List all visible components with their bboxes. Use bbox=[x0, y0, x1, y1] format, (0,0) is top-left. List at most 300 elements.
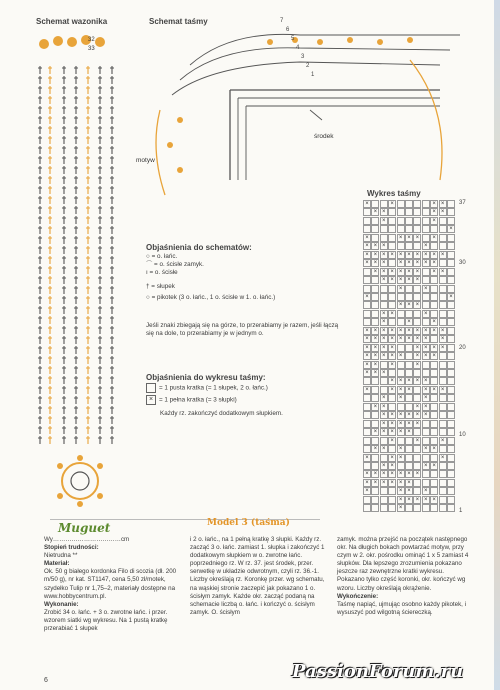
stitch-mark bbox=[38, 326, 42, 334]
stitch-mark bbox=[98, 86, 102, 94]
stitch-mark bbox=[62, 276, 66, 284]
stitch-mark bbox=[86, 146, 90, 154]
grid-cell-empty bbox=[439, 420, 447, 428]
grid-cell-full: × bbox=[430, 217, 438, 225]
stitch-mark bbox=[74, 96, 78, 104]
stitch-mark bbox=[74, 436, 78, 444]
grid-cell-empty bbox=[405, 293, 413, 301]
grid-cell-full: × bbox=[413, 470, 421, 478]
grid-cell-empty bbox=[413, 293, 421, 301]
model-title: Model 3 (taśma) bbox=[207, 518, 290, 528]
grid-cell-full: × bbox=[439, 454, 447, 462]
stitch-mark bbox=[62, 106, 66, 114]
grid-cell-full: × bbox=[430, 200, 438, 208]
stitch-mark bbox=[62, 336, 66, 344]
stitch-mark bbox=[38, 386, 42, 394]
grid-cell-empty bbox=[397, 361, 405, 369]
execution-label: Wykonanie: bbox=[44, 600, 79, 608]
grid-cell-full: × bbox=[405, 487, 413, 495]
row-number-20: 20 bbox=[459, 345, 466, 351]
grid-cell-empty bbox=[405, 217, 413, 225]
stitch-mark bbox=[86, 406, 90, 414]
grid-cell-empty bbox=[430, 394, 438, 402]
grid-cell-full: × bbox=[413, 335, 421, 343]
stitch-mark bbox=[110, 126, 114, 134]
stitch-mark bbox=[86, 106, 90, 114]
stitch-mark bbox=[110, 116, 114, 124]
finish-label: Wykończenie: bbox=[337, 592, 379, 600]
stitch-mark bbox=[110, 156, 114, 164]
grid-cell-full: × bbox=[439, 268, 447, 276]
grid-cell-empty bbox=[363, 496, 371, 504]
grid-cell-empty bbox=[413, 225, 421, 233]
column-1 bbox=[44, 536, 182, 633]
grid-cell-full: × bbox=[371, 327, 379, 335]
grid-cell-empty bbox=[388, 403, 396, 411]
grid-cell-empty bbox=[430, 276, 438, 284]
stitch-mark bbox=[38, 316, 42, 324]
grid-cell-empty bbox=[371, 318, 379, 326]
grid-cell-empty bbox=[422, 361, 430, 369]
stitch-mark bbox=[62, 166, 66, 174]
stitch-mark bbox=[62, 416, 66, 424]
stitch-mark bbox=[74, 386, 78, 394]
stitch-mark bbox=[74, 156, 78, 164]
stitch-mark bbox=[48, 256, 52, 264]
stitch-mark bbox=[74, 306, 78, 314]
grid-cell-empty bbox=[413, 200, 421, 208]
stitch-mark bbox=[38, 376, 42, 384]
grid-cell-full: × bbox=[388, 437, 396, 445]
stitch-mark bbox=[38, 156, 42, 164]
legend-item-picot: ○ = pikotek (3 o. łańc., 1 o. ścisłe w 1. o. łańc.) bbox=[146, 293, 276, 301]
stitch-mark bbox=[98, 196, 102, 204]
grid-cell-full: × bbox=[380, 259, 388, 267]
stitch-mark bbox=[86, 66, 90, 74]
grid-cell-full: × bbox=[439, 251, 447, 259]
grid-cell-empty bbox=[447, 310, 455, 318]
grid-cell-empty bbox=[371, 377, 379, 385]
stitch-mark bbox=[48, 326, 52, 334]
grid-cell-empty bbox=[413, 318, 421, 326]
grid-cell-full: × bbox=[397, 352, 405, 360]
grid-cell-full: × bbox=[380, 411, 388, 419]
grid-cell-empty bbox=[413, 394, 421, 402]
stitch-mark bbox=[62, 406, 66, 414]
grid-cell-empty bbox=[380, 504, 388, 512]
grid-cell-full: × bbox=[405, 496, 413, 504]
stitch-mark bbox=[38, 186, 42, 194]
stitch-mark bbox=[110, 176, 114, 184]
grid-cell-empty bbox=[422, 301, 430, 309]
stitch-mark bbox=[86, 126, 90, 134]
grid-cell-full: × bbox=[422, 496, 430, 504]
tape-schema-title: Schemat taśmy bbox=[149, 17, 208, 26]
grid-cell-full: × bbox=[413, 259, 421, 267]
grid-cell-full: × bbox=[413, 437, 421, 445]
grid-cell-full: × bbox=[371, 361, 379, 369]
grid-cell-empty bbox=[388, 208, 396, 216]
stitch-mark bbox=[86, 206, 90, 214]
grid-cell-full: × bbox=[405, 268, 413, 276]
stitch-mark bbox=[86, 156, 90, 164]
stitch-mark bbox=[38, 256, 42, 264]
grid-cell-empty bbox=[430, 301, 438, 309]
stitch-mark bbox=[38, 406, 42, 414]
row-number-37: 37 bbox=[459, 200, 466, 206]
grid-cell-full: × bbox=[388, 327, 396, 335]
stitch-mark bbox=[110, 376, 114, 384]
stitch-mark bbox=[48, 136, 52, 144]
grid-cell-full: × bbox=[413, 420, 421, 428]
stitch-mark bbox=[38, 196, 42, 204]
grid-cell-full: × bbox=[405, 377, 413, 385]
grid-cell-empty bbox=[405, 200, 413, 208]
grid-cell-full: × bbox=[413, 344, 421, 352]
grid-cell-empty bbox=[447, 394, 455, 402]
stitch-mark bbox=[98, 116, 102, 124]
stitch-mark bbox=[74, 176, 78, 184]
grid-cell-empty bbox=[422, 217, 430, 225]
stitch-mark bbox=[48, 166, 52, 174]
tape-chart-title: Wykres taśmy bbox=[367, 189, 421, 198]
stitch-mark bbox=[98, 326, 102, 334]
grid-cell-full: × bbox=[380, 335, 388, 343]
stitch-mark bbox=[98, 426, 102, 434]
grid-cell-empty bbox=[447, 251, 455, 259]
grid-cell-full: × bbox=[430, 344, 438, 352]
grid-cell-full: × bbox=[397, 411, 405, 419]
grid-cell-empty bbox=[413, 454, 421, 462]
grid-cell-full: × bbox=[371, 369, 379, 377]
grid-cell-full: × bbox=[363, 259, 371, 267]
grid-cell-full: × bbox=[388, 251, 396, 259]
grid-cell-empty bbox=[380, 487, 388, 495]
grid-cell-empty bbox=[405, 394, 413, 402]
pot-number-32: 32 bbox=[88, 37, 95, 43]
stitch-mark bbox=[38, 306, 42, 314]
grid-cell-empty bbox=[439, 276, 447, 284]
grid-cell-full: × bbox=[388, 428, 396, 436]
stitch-mark bbox=[98, 226, 102, 234]
stitch-mark bbox=[74, 86, 78, 94]
grid-cell-empty bbox=[380, 200, 388, 208]
grid-cell-empty bbox=[413, 285, 421, 293]
stitch-mark bbox=[62, 296, 66, 304]
grid-cell-full: × bbox=[363, 454, 371, 462]
grid-cell-full: × bbox=[388, 352, 396, 360]
stitch-mark bbox=[38, 96, 42, 104]
material-label: Materiał: bbox=[44, 560, 70, 568]
stitch-mark bbox=[38, 336, 42, 344]
grid-cell-empty bbox=[388, 217, 396, 225]
grid-cell-full: × bbox=[397, 445, 405, 453]
chain-icon: ○ bbox=[146, 253, 150, 260]
grid-cell-full: × bbox=[380, 352, 388, 360]
grid-cell-full: × bbox=[405, 327, 413, 335]
stitch-mark bbox=[38, 366, 42, 374]
grid-cell-empty bbox=[447, 445, 455, 453]
grid-cell-full: × bbox=[371, 470, 379, 478]
grid-cell-full: × bbox=[363, 234, 371, 242]
grid-cell-empty bbox=[439, 487, 447, 495]
grid-cell-full: × bbox=[388, 276, 396, 284]
grid-cell-empty bbox=[447, 268, 455, 276]
grid-cell-full: × bbox=[422, 251, 430, 259]
grid-cell-empty bbox=[422, 369, 430, 377]
stitch-mark bbox=[74, 296, 78, 304]
grid-cell-empty bbox=[363, 310, 371, 318]
grid-cell-empty bbox=[380, 454, 388, 462]
grid-cell-empty bbox=[397, 225, 405, 233]
grid-cell-empty bbox=[388, 445, 396, 453]
stitch-mark bbox=[98, 146, 102, 154]
grid-cell-empty bbox=[447, 335, 455, 343]
grid-cell-full: × bbox=[363, 251, 371, 259]
grid-cell-full: × bbox=[388, 479, 396, 487]
grid-cell-empty bbox=[439, 462, 447, 470]
tape-legend-note: Każdy rz. zakończyć dodatkowym słupkiem. bbox=[160, 410, 283, 417]
grid-cell-empty bbox=[397, 310, 405, 318]
difficulty-label: Stopień trudności: bbox=[44, 544, 99, 552]
grid-cell-empty bbox=[413, 445, 421, 453]
grid-cell-empty bbox=[422, 437, 430, 445]
grid-cell-full: × bbox=[413, 411, 421, 419]
stitch-mark bbox=[74, 346, 78, 354]
stitch-mark bbox=[62, 146, 66, 154]
stitch-mark bbox=[38, 166, 42, 174]
stitch-mark bbox=[74, 166, 78, 174]
grid-cell-empty bbox=[371, 217, 379, 225]
grid-cell-full: × bbox=[363, 242, 371, 250]
grid-cell-full: × bbox=[422, 462, 430, 470]
stitch-mark bbox=[62, 186, 66, 194]
treble-icon: † bbox=[146, 282, 150, 290]
stitch-mark bbox=[98, 436, 102, 444]
grid-cell-empty bbox=[447, 208, 455, 216]
tape-number-6: 6 bbox=[286, 27, 290, 33]
grid-cell-empty bbox=[447, 420, 455, 428]
grid-cell-empty bbox=[430, 335, 438, 343]
grid-cell-empty bbox=[363, 225, 371, 233]
stitch-mark bbox=[110, 306, 114, 314]
grid-cell-empty bbox=[405, 454, 413, 462]
stitch-mark bbox=[48, 266, 52, 274]
grid-cell-full: × bbox=[405, 411, 413, 419]
grid-cell-empty bbox=[405, 462, 413, 470]
stitch-mark bbox=[98, 136, 102, 144]
grid-cell-empty bbox=[397, 369, 405, 377]
grid-cell-full: × bbox=[405, 479, 413, 487]
grid-cell-empty bbox=[371, 285, 379, 293]
stitch-mark bbox=[38, 226, 42, 234]
grid-cell-empty bbox=[388, 487, 396, 495]
row-number-30: 30 bbox=[459, 260, 466, 266]
stitch-mark bbox=[74, 106, 78, 114]
grid-cell-empty bbox=[430, 487, 438, 495]
grid-cell-empty bbox=[388, 259, 396, 267]
grid-cell-empty bbox=[422, 318, 430, 326]
grid-cell-empty bbox=[371, 454, 379, 462]
tape-number-4: 4 bbox=[296, 45, 300, 51]
tape-number-1: 1 bbox=[311, 72, 315, 78]
stitch-mark bbox=[110, 406, 114, 414]
grid-cell-full: × bbox=[422, 310, 430, 318]
stitch-mark bbox=[38, 346, 42, 354]
grid-cell-empty bbox=[413, 208, 421, 216]
grid-cell-empty bbox=[447, 479, 455, 487]
grid-cell-empty bbox=[388, 225, 396, 233]
grid-cell-full: × bbox=[422, 242, 430, 250]
stitch-mark bbox=[38, 146, 42, 154]
grid-cell-empty bbox=[363, 403, 371, 411]
stitch-mark bbox=[86, 186, 90, 194]
stitch-mark bbox=[110, 106, 114, 114]
grid-cell-empty bbox=[371, 234, 379, 242]
grid-cell-full: × bbox=[363, 470, 371, 478]
grid-cell-full: × bbox=[422, 394, 430, 402]
grid-cell-empty bbox=[447, 454, 455, 462]
grid-cell-full: × bbox=[413, 301, 421, 309]
stitch-mark bbox=[62, 256, 66, 264]
stitch-mark bbox=[86, 286, 90, 294]
grid-cell-empty bbox=[380, 301, 388, 309]
stitch-mark bbox=[38, 126, 42, 134]
stitch-mark bbox=[62, 76, 66, 84]
grid-cell-full: × bbox=[405, 276, 413, 284]
stitch-mark bbox=[86, 276, 90, 284]
grid-cell-empty bbox=[439, 504, 447, 512]
grid-cell-full: × bbox=[422, 386, 430, 394]
grid-cell-empty bbox=[439, 310, 447, 318]
grid-cell-empty bbox=[397, 293, 405, 301]
stitch-mark bbox=[62, 266, 66, 274]
stitch-mark bbox=[48, 366, 52, 374]
grid-cell-full: × bbox=[430, 386, 438, 394]
stitch-mark bbox=[48, 236, 52, 244]
grid-cell-empty bbox=[405, 352, 413, 360]
grid-cell-full: × bbox=[439, 208, 447, 216]
center-label: środek bbox=[314, 133, 334, 140]
grid-cell-full: × bbox=[422, 344, 430, 352]
grid-cell-empty bbox=[363, 276, 371, 284]
stitch-mark bbox=[62, 286, 66, 294]
stitch-mark bbox=[86, 166, 90, 174]
tape-number-3: 3 bbox=[301, 54, 305, 60]
grid-cell-full: × bbox=[388, 344, 396, 352]
grid-cell-empty bbox=[422, 208, 430, 216]
grid-cell-full: × bbox=[363, 335, 371, 343]
legend-item-slip: ı = o. ścisłe bbox=[146, 269, 178, 277]
grid-cell-empty bbox=[388, 293, 396, 301]
grid-cell-empty bbox=[447, 217, 455, 225]
stitch-mark bbox=[48, 276, 52, 284]
grid-cell-full: × bbox=[371, 428, 379, 436]
grid-cell-empty bbox=[380, 377, 388, 385]
grid-cell-empty bbox=[397, 403, 405, 411]
grid-cell-full: × bbox=[380, 310, 388, 318]
stitch-mark bbox=[48, 426, 52, 434]
execution-text: Zrobić 34 o. łańc. + 3 o. zwrotne łańc. i przer. wzorem siatki wg wykresu. Na 1 pustą kratkę przerabiać 1 słupek bbox=[44, 608, 168, 633]
grid-cell-full: × bbox=[422, 352, 430, 360]
grid-cell-full: × bbox=[380, 403, 388, 411]
stitch-mark bbox=[110, 426, 114, 434]
grid-cell-full: × bbox=[380, 369, 388, 377]
stitch-mark bbox=[98, 306, 102, 314]
grid-cell-empty bbox=[447, 301, 455, 309]
tape-number-7: 7 bbox=[280, 18, 284, 24]
stitch-mark bbox=[98, 396, 102, 404]
stitch-mark bbox=[62, 216, 66, 224]
stitch-mark bbox=[74, 376, 78, 384]
stitch-mark bbox=[48, 246, 52, 254]
stitch-mark bbox=[98, 366, 102, 374]
grid-cell-empty bbox=[380, 437, 388, 445]
grid-cell-empty bbox=[439, 445, 447, 453]
grid-cell-empty bbox=[430, 242, 438, 250]
stitch-mark bbox=[110, 316, 114, 324]
grid-cell-empty bbox=[371, 386, 379, 394]
grid-cell-empty bbox=[363, 437, 371, 445]
grid-cell-empty bbox=[371, 200, 379, 208]
stitch-mark bbox=[98, 406, 102, 414]
grid-cell-empty bbox=[439, 234, 447, 242]
stitch-mark bbox=[62, 196, 66, 204]
grid-cell-full: × bbox=[363, 352, 371, 360]
grid-cell-empty bbox=[363, 377, 371, 385]
stitch-mark bbox=[110, 246, 114, 254]
grid-cell-empty bbox=[397, 462, 405, 470]
stitch-mark bbox=[110, 256, 114, 264]
watermark: PassionForum.ru bbox=[292, 661, 464, 682]
stitch-mark bbox=[110, 66, 114, 74]
grid-cell-empty bbox=[371, 293, 379, 301]
grid-cell-full: × bbox=[380, 276, 388, 284]
stitch-mark bbox=[74, 396, 78, 404]
stitch-mark bbox=[38, 66, 42, 74]
row-number-10: 10 bbox=[459, 432, 466, 438]
grid-cell-empty bbox=[430, 361, 438, 369]
stitch-mark bbox=[48, 386, 52, 394]
grid-cell-empty bbox=[430, 369, 438, 377]
grid-cell-full: × bbox=[380, 344, 388, 352]
stitch-mark bbox=[86, 116, 90, 124]
grid-cell-full: × bbox=[397, 234, 405, 242]
grid-cell-full: × bbox=[430, 259, 438, 267]
grid-cell-empty bbox=[422, 420, 430, 428]
stitch-mark bbox=[86, 316, 90, 324]
grid-cell-empty bbox=[439, 470, 447, 478]
stitch-mark bbox=[48, 116, 52, 124]
stitch-mark bbox=[74, 116, 78, 124]
stitch-mark bbox=[110, 296, 114, 304]
grid-cell-full: × bbox=[405, 234, 413, 242]
grid-cell-empty bbox=[388, 301, 396, 309]
grid-cell-empty bbox=[388, 234, 396, 242]
grid-cell-empty bbox=[439, 217, 447, 225]
grid-cell-full: × bbox=[413, 251, 421, 259]
stitch-mark bbox=[62, 66, 66, 74]
stitch-mark bbox=[86, 296, 90, 304]
grid-cell-empty bbox=[447, 344, 455, 352]
grid-cell-empty bbox=[371, 276, 379, 284]
stitch-mark bbox=[74, 316, 78, 324]
grid-cell-empty bbox=[405, 225, 413, 233]
stitch-mark bbox=[86, 266, 90, 274]
grid-cell-full: × bbox=[430, 327, 438, 335]
grid-cell-empty bbox=[371, 394, 379, 402]
grid-cell-empty bbox=[413, 369, 421, 377]
